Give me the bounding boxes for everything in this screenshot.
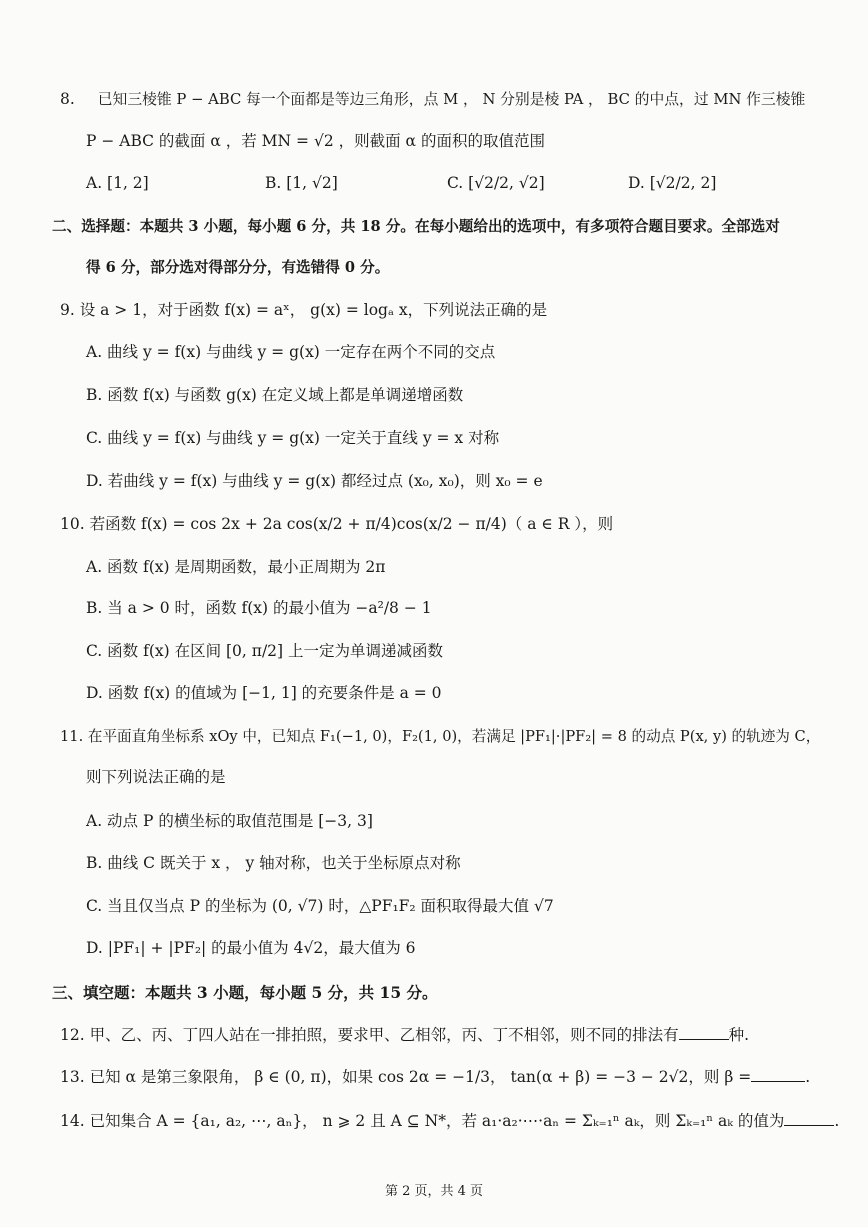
q8-number: 8. [60,90,75,108]
q12-tail: 种. [728,1026,750,1044]
q12-answer-blank[interactable] [679,1039,729,1040]
q8-line1 [60,88,805,111]
q14 [60,1110,839,1132]
q9-option-d: D. 若曲线 y = f(x) 与曲线 y = g(x) 都经过点 (x₀, x₀)，则 x₀ = e [86,472,543,490]
q8-option-a: A. [1, 2] [86,174,149,192]
q8-option-c: C. [√2/2, √2] [447,174,545,192]
q10-option-a: A. 函数 f(x) 是周期函数，最小正周期为 2π [86,558,386,576]
q10-option-d: D. 函数 f(x) 的值域为 [−1, 1] 的充要条件是 a = 0 [86,684,442,702]
section2-line1: 二、选择题：本题共 3 小题，每小题 6 分，共 18 分。在每小题给出的选项中，有多项符合题目要求。全部选对 [52,218,780,235]
q8-option-d: D. [√2/2, 2] [628,174,717,192]
q11-option-c: C. 当且仅当点 P 的坐标为 (0, √7) 时，△PF₁F₂ 面积取得最大值 √7 [86,897,554,915]
q14-answer-blank[interactable] [784,1125,834,1126]
q13-tail: . [805,1068,811,1086]
q8-line1-text: 已知三棱锥 P − ABC 每一个面都是等边三角形，点 M ， N 分别是棱 PA ， BC 的中点，过 MN 作三棱锥 [97,91,806,108]
q9-stem: 9. 设 a > 1，对于函数 f(x) = aˣ， g(x) = logₐ x，下列说法正确的是 [60,301,548,319]
q12-text: 12. 甲、乙、丙、丁四人站在一排拍照，要求甲、乙相邻，丙、丁不相邻，则不同的排法有 [60,1026,679,1044]
q10-stem: 10. 若函数 f(x) = cos 2x + 2a cos(x/2 + π/4)cos(x/2 − π/4)（ a ∈ R ），则 [60,515,614,533]
section3-header: 三、填空题：本题共 3 小题，每小题 5 分，共 15 分。 [52,983,438,1002]
q14-tail: . [834,1112,840,1130]
q14-text: 14. 已知集合 A = {a₁, a₂, ⋯, aₙ}， n ⩾ 2 且 A ⊆ N*，若 a₁·a₂·⋯·aₙ = Σₖ₌₁ⁿ aₖ，则 Σₖ₌₁ⁿ aₖ 的值为 [60,1112,785,1130]
q9-option-a: A. 曲线 y = f(x) 与曲线 y = g(x) 一定存在两个不同的交点 [86,343,496,361]
q12 [60,1024,749,1046]
q11-option-b: B. 曲线 C 既关于 x ， y 轴对称，也关于坐标原点对称 [86,854,461,872]
page-footer: 第 2 页，共 4 页 [384,1184,484,1199]
q11-line1: 11. 在平面直角坐标系 xOy 中，已知点 F₁(−1, 0)，F₂(1, 0)，若满足 |PF₁|·|PF₂| = 8 的动点 P(x, y) 的轨迹为 C， [60,728,821,745]
q9-option-b: B. 函数 f(x) 与函数 g(x) 在定义域上都是单调递增函数 [86,386,464,404]
q9-option-c: C. 曲线 y = f(x) 与曲线 y = g(x) 一定关于直线 y = x 对称 [86,429,500,447]
q13-answer-blank[interactable] [751,1081,805,1082]
q11-option-a: A. 动点 P 的横坐标的取值范围是 [−3, 3] [86,812,373,830]
q8-line2: P − ABC 的截面 α ，若 MN = √2 ，则截面 α 的面积的取值范围 [86,132,545,150]
q10-option-c: C. 函数 f(x) 在区间 [0, π/2] 上一定为单调递减函数 [86,642,444,660]
section2-line2: 得 6 分，部分选对得部分分，有选错得 0 分。 [86,259,390,276]
q13-text: 13. 已知 α 是第三象限角， β ∈ (0, π)，如果 cos 2α = −1/3， tan(α + β) = −3 − 2√2，则 β = [60,1068,752,1086]
q13 [60,1066,810,1088]
q10-option-b: B. 当 a > 0 时，函数 f(x) 的最小值为 −a²/8 − 1 [86,599,432,617]
q8-option-b: B. [1, √2] [265,174,338,192]
q11-line2: 则下列说法正确的是 [86,768,226,786]
q11-option-d: D. |PF₁| + |PF₂| 的最小值为 4√2，最大值为 6 [86,939,416,957]
